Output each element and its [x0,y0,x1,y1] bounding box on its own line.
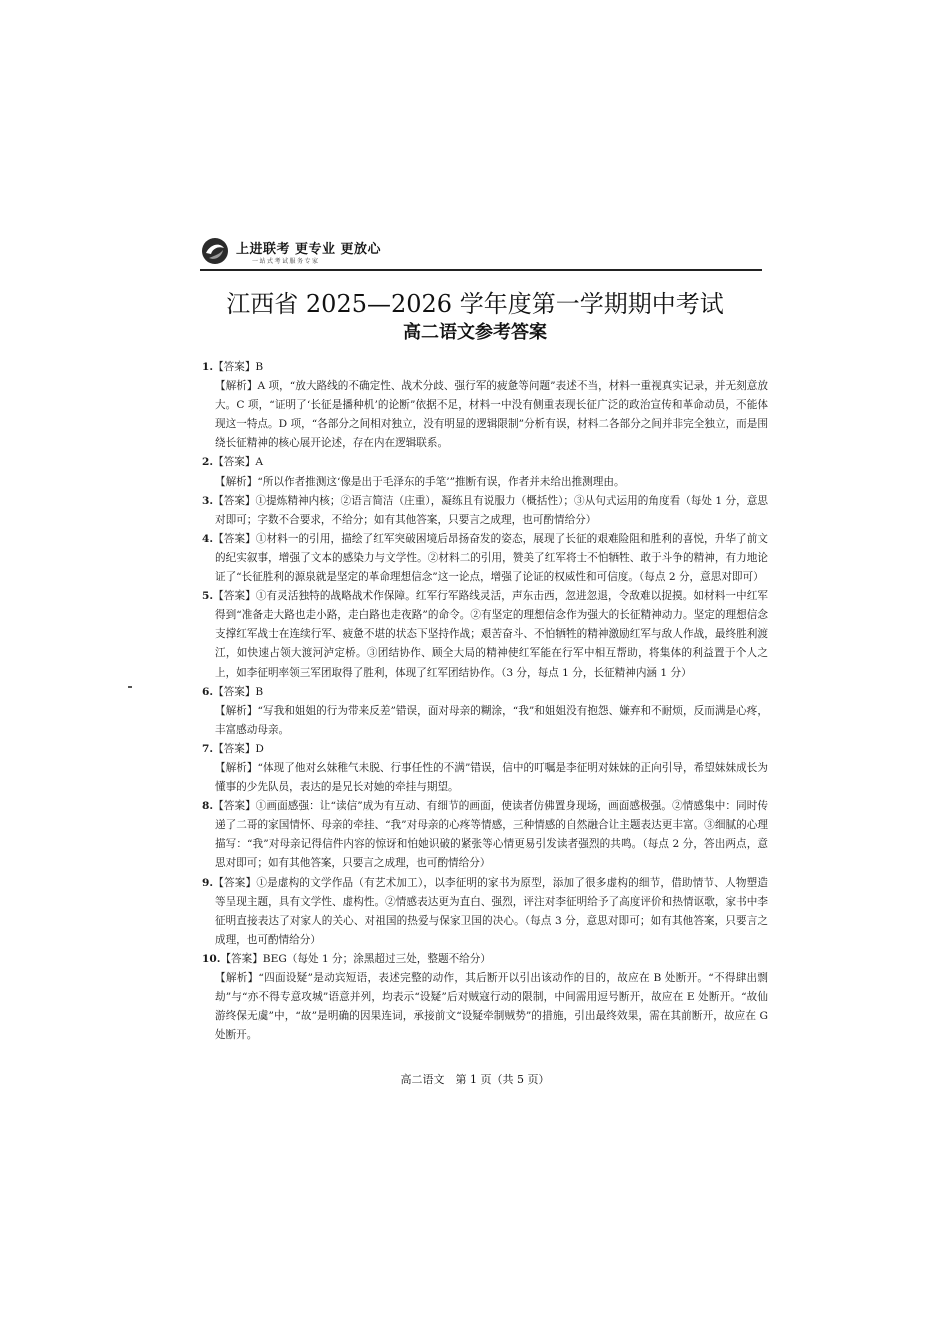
brand-header [200,234,762,274]
brand-logo-icon [200,236,230,266]
answer-key-subtitle: 高二语文参考答案 [403,322,547,343]
answer-item-1 [202,358,768,453]
answer-item-4 [202,530,768,587]
item-number: 10. [202,952,221,965]
page-footer: 高二语文 第 1 页（共 5 页） [400,1073,550,1086]
item-analysis: 【解析】“四面设疑”是动宾短语，表述完整的动作，其后断开以引出该动作的目的，故应在 B 处断开。“不得肆出剽劫”与“亦不得专意攻城”语意并列，均表示“设疑”后对贼寇行动的限制，中间需用逗号断开，故应在 E 处断开。“故仙游终保无虞”中，“故”是明确的因果连词，承接前文“设疑牵制贼势”的措施，引出最终效果，需在其前断开，故应在 G 处断开。 [215,972,768,1042]
answer-item-5 [202,587,768,682]
answer-item-9 [202,874,768,950]
answer-item-7 [202,740,768,797]
item-analysis: 【解析】“体现了他对幺妹稚气未脱、行事任性的不满”错误，信中的叮嘱是李征明对妹妹的正向引导，希望妹妹成长为懂事的少先队员，表达的是兄长对她的牵挂与期望。 [215,761,768,794]
item-answer: 【答案】①提炼精神内核；②语言简洁（庄重），凝练且有说服力（概括性）；③从句式运用的角度看（每处 1 分，意思对即可；字数不合要求，不给分；如有其他答案，只要言之成理，也可酌情给分） [213,494,768,526]
item-analysis: 【解析】“所以作者推测这‘像是出于毛泽东的手笔’”推断有误，作者并未给出推测理由。 [215,475,625,488]
item-answer: 【答案】B [213,685,264,698]
item-number: 4. [202,532,214,545]
answer-item-10 [202,950,768,1045]
item-answer: 【答案】①材料一的引用，描绘了红军突破困境后昂扬奋发的姿态，展现了长征的艰难险阻和胜利的喜悦，升华了前文的纪实叙事，增强了文本的感染力与文学性。②材料二的引用，赞美了红军将士不怕牺牲、敢于斗争的精神，有力地论证了“长征胜利的源泉就是坚定的革命理想信念”这一论点，增强了论证的权威性和可信度。（每点 2 分，意思对即可） [213,532,768,584]
brand-slogan: 上进联考 更专业 更放心 [236,242,382,257]
item-answer: 【答案】①画面感强：让“读信”成为有互动、有细节的画面，使读者仿佛置身现场，画面感极强。②情感集中：同时传递了二哥的家国情怀、母亲的牵挂、“我”对母亲的心疼等情感，三种情感的自然融合让主题表达更丰富。③细腻的心理描写：“我”对母亲记得信件内容的惊讶和怕她识破的紧张等心情更易引发读者强烈的共鸣。（每点 2 分，答出两点，意思对即可；如有其他答案，只要言之成理，也可酌情给分） [213,800,768,870]
item-number: 1. [202,361,214,373]
item-answer: 【答案】BEG（每处 1 分；涂黑超过三处，整题不给分） [220,952,491,965]
item-number: 5. [202,590,214,603]
item-number: 7. [202,742,214,755]
item-answer: 【答案】B [213,361,264,373]
answer-list [202,358,768,1045]
answer-item-3 [202,492,768,530]
header-divider [200,269,762,271]
item-analysis: 【解析】A 项，“放大路线的不确定性、战术分歧、强行军的疲惫等问题”表述不当，材料一重视真实记录，并无刻意放大。C 项，“证明了‘长征是播种机’的论断”依据不足，材料一中没有侧重表现长征广泛的政治宣传和革命动员，不能体现这一特点。D 项，“各部分之间相对独立，没有明显的逻辑限制”分析有误，材料二各部分之间并非完全独立，而是围绕长征精神的核心展开论述，存在内在逻辑联系。 [215,380,768,450]
brand-tagline: 一站式考试服务专家 [252,258,320,265]
item-answer: 【答案】①是虚构的文学作品（有艺术加工），以李征明的家书为原型，添加了很多虚构的细节，借助情节、人物塑造等呈现主题，具有文学性、虚构性。②情感表达更为直白、强烈，评注对李征明给予了高度评价和热情讴歌，家书中李征明直接表达了对家人的关心、对祖国的热爱与保家卫国的决心。（每点 3 分，意思对即可；如有其他答案，只要言之成理，也可酌情给分） [213,876,768,946]
item-number: 8. [202,800,214,813]
item-number: 3. [202,494,214,507]
item-analysis: 【解析】“写我和姐姐的行为带来反差”错误，面对母亲的糊涂，“我”和姐姐没有抱怨、嫌弃和不耐烦，反而满是心疼，丰富感动母亲。 [215,704,768,736]
item-answer: 【答案】A [213,456,264,469]
item-number: 6. [202,685,214,698]
exam-title: 江西省 2025—2026 学年度第一学期期中考试 [226,290,724,318]
answer-item-2 [202,453,768,491]
item-number: 9. [202,876,214,889]
scan-speck [128,686,132,688]
answer-item-6 [202,683,768,740]
answer-item-8 [202,797,768,873]
item-number: 2. [202,456,214,469]
item-answer: 【答案】D [213,742,264,755]
item-answer: 【答案】①有灵活独特的战略战术作保障。红军行军路线灵活，声东击西，忽进忽退，令敌难以捉摸。如材料一中红军得到“准备走大路也走小路，走白路也走夜路”的命令。②有坚定的理想信念作为强大的长征精神动力。坚定的理想信念支撑红军战士在连续行军、疲惫不堪的状态下坚持作战；艰苦奋斗、不怕牺牲的精神激励红军与敌人作战，最终胜利渡江，如快速占领大渡河泸定桥。③团结协作、顾全大局的精神使红军能在行军中相互帮助，将集体的利益置于个人之上，如李征明率领三军团取得了胜利，体现了红军团结协作。（3 分，每点 1 分，长征精神内涵 1 分） [213,590,768,679]
